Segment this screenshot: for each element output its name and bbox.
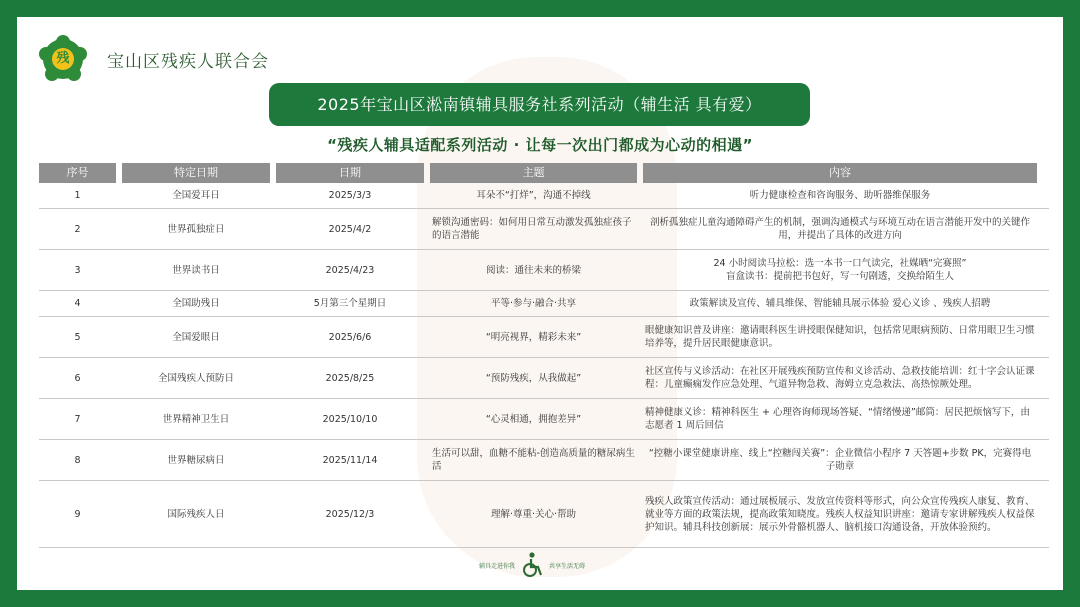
table-row	[39, 183, 1049, 209]
table-row	[39, 250, 1049, 291]
footer	[479, 551, 585, 579]
table-row	[39, 358, 1049, 399]
organization-name: 宝山区残疾人联合会	[107, 51, 269, 72]
row-number: 4	[74, 298, 81, 309]
row-number: 8	[74, 454, 81, 466]
row-date: 2025/11/14	[322, 454, 378, 466]
row-content: “控糖小课堂健康讲座、线上“控糖闯关赛”：企业微信小程序 7 天答题+步数 PK，完赛得电子勋章	[648, 448, 1032, 472]
page-frame	[17, 17, 1063, 590]
row-theme: 耳朵不“打烊”，沟通不掉线	[476, 190, 591, 201]
row-content: 剖析孤独症儿童沟通障碍产生的机制，强调沟通模式与环境互动在语言潜能开发中的关键作用，并提出了具体的改进方向	[649, 217, 1030, 241]
table-row	[39, 440, 1049, 481]
page-subtitle: “残疾人辅具适配系列活动 · 让每一次出门都成为心动的相遇”	[327, 136, 753, 154]
table-row	[39, 481, 1049, 548]
row-special-date: 全国残疾人预防日	[157, 372, 234, 384]
row-content: 精神健康义诊：精神科医生 + 心理咨询师现场答疑、“情绪慢递”邮筒：居民把烦恼写下，由志愿者 1 周后回信	[645, 407, 1030, 431]
table-row	[39, 317, 1049, 358]
table-header-row	[39, 163, 1049, 183]
row-special-date: 世界孤独症日	[167, 223, 225, 235]
row-special-date: 世界精神卫生日	[162, 413, 230, 425]
row-date: 5月第三个星期日	[313, 298, 387, 309]
page-title: 2025年宝山区淞南镇辅具服务社系列活动（辅生活 具有爱）	[269, 83, 810, 126]
row-theme: “明亮视界，精彩未来”	[485, 331, 582, 343]
activity-table	[39, 163, 1049, 548]
row-date: 2025/4/2	[328, 223, 372, 235]
row-number: 7	[74, 413, 81, 425]
row-special-date: 世界读书日	[172, 264, 220, 276]
header-number: 序号	[39, 163, 116, 183]
header-date: 日期	[276, 163, 424, 183]
wheelchair-icon	[519, 551, 545, 579]
row-special-date: 国际残疾人日	[167, 508, 225, 520]
row-number: 2	[74, 223, 81, 235]
row-theme: 理解·尊重·关心·帮助	[490, 508, 577, 520]
row-theme: 阅读：通往未来的桥梁	[485, 264, 581, 276]
federation-logo-icon: 残	[43, 39, 83, 79]
row-date: 2025/3/3	[328, 190, 372, 201]
row-content: 听力健康检查和咨询服务、助听器维保服务	[749, 190, 931, 201]
row-special-date: 世界糖尿病日	[167, 454, 225, 466]
table-row	[39, 291, 1049, 317]
row-number: 1	[74, 190, 81, 201]
header-content: 内容	[643, 163, 1037, 183]
row-date: 2025/10/10	[322, 413, 378, 425]
row-theme: “心灵相通，拥抱差异”	[485, 413, 582, 425]
row-special-date: 全国爱耳日	[172, 190, 220, 201]
row-content: 残疾人政策宣传活动：通过展板展示、发放宣传资料等形式，向公众宣传残疾人康复、教育、就业等方面的政策法规，提高政策知晓度。残疾人权益知识讲座：邀请专家讲解残疾人权益保护知识。辅具科技创新展：展示外骨骼机器人、脑机接口沟通设备，开放体验预约。	[645, 495, 1035, 533]
table-row	[39, 399, 1049, 440]
row-number: 9	[74, 508, 81, 520]
table-row	[39, 209, 1049, 250]
row-content: 社区宣传与义诊活动：在社区开展残疾预防宣传和义诊活动、急救技能培训：红十字会认证课程：儿童癫痫发作应急处理、气道异物急救、海姆立克急救法、高热惊厥处理。	[645, 366, 1035, 390]
row-theme: “预防残疾，从我做起”	[485, 372, 582, 384]
row-special-date: 全国爱眼日	[172, 331, 220, 343]
row-date: 2025/4/23	[325, 264, 375, 276]
row-special-date: 全国助残日	[172, 298, 220, 309]
row-number: 5	[74, 331, 81, 343]
row-theme: 生活可以甜，血糖不能粘-创造高质量的糖尿病生活	[432, 448, 635, 472]
footer-right-text: 共享生活无碍	[549, 562, 586, 570]
row-content: 24 小时阅读马拉松：选一本书一口气读完，社媒晒“完赛照” 盲盒读书：提前把书包好，写一句剧透，交换给陌生人	[713, 258, 967, 282]
row-number: 3	[74, 264, 81, 276]
row-content: 政策解读及宣传、辅具维保、智能辅具展示体验 爱心义诊 、残疾人招聘	[689, 298, 991, 309]
row-date: 2025/6/6	[328, 331, 372, 343]
footer-left-text: 辅具走进你我	[479, 562, 516, 570]
row-content: 眼健康知识普及讲座：邀请眼科医生讲授眼保健知识，包括常见眼病预防、日常用眼卫生习惯培养等，提升居民眼健康意识。	[645, 325, 1035, 349]
row-date: 2025/8/25	[325, 372, 375, 384]
row-number: 6	[74, 372, 81, 384]
header	[43, 39, 269, 79]
row-date: 2025/12/3	[325, 508, 375, 520]
row-theme: 解锁沟通密码：如何用日常互动激发孤独症孩子的语言潜能	[432, 217, 632, 241]
header-theme: 主题	[430, 163, 637, 183]
row-theme: 平等·参与·融合·共享	[490, 298, 577, 309]
header-special-date: 特定日期	[122, 163, 270, 183]
